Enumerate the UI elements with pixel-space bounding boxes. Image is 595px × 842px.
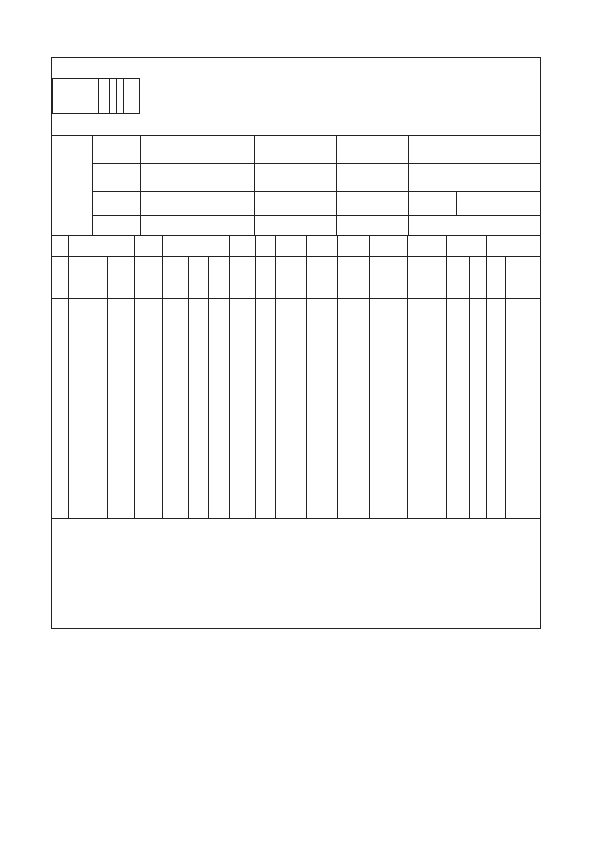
land-holding-form [51,57,541,629]
mgmt-number-box [52,78,140,114]
